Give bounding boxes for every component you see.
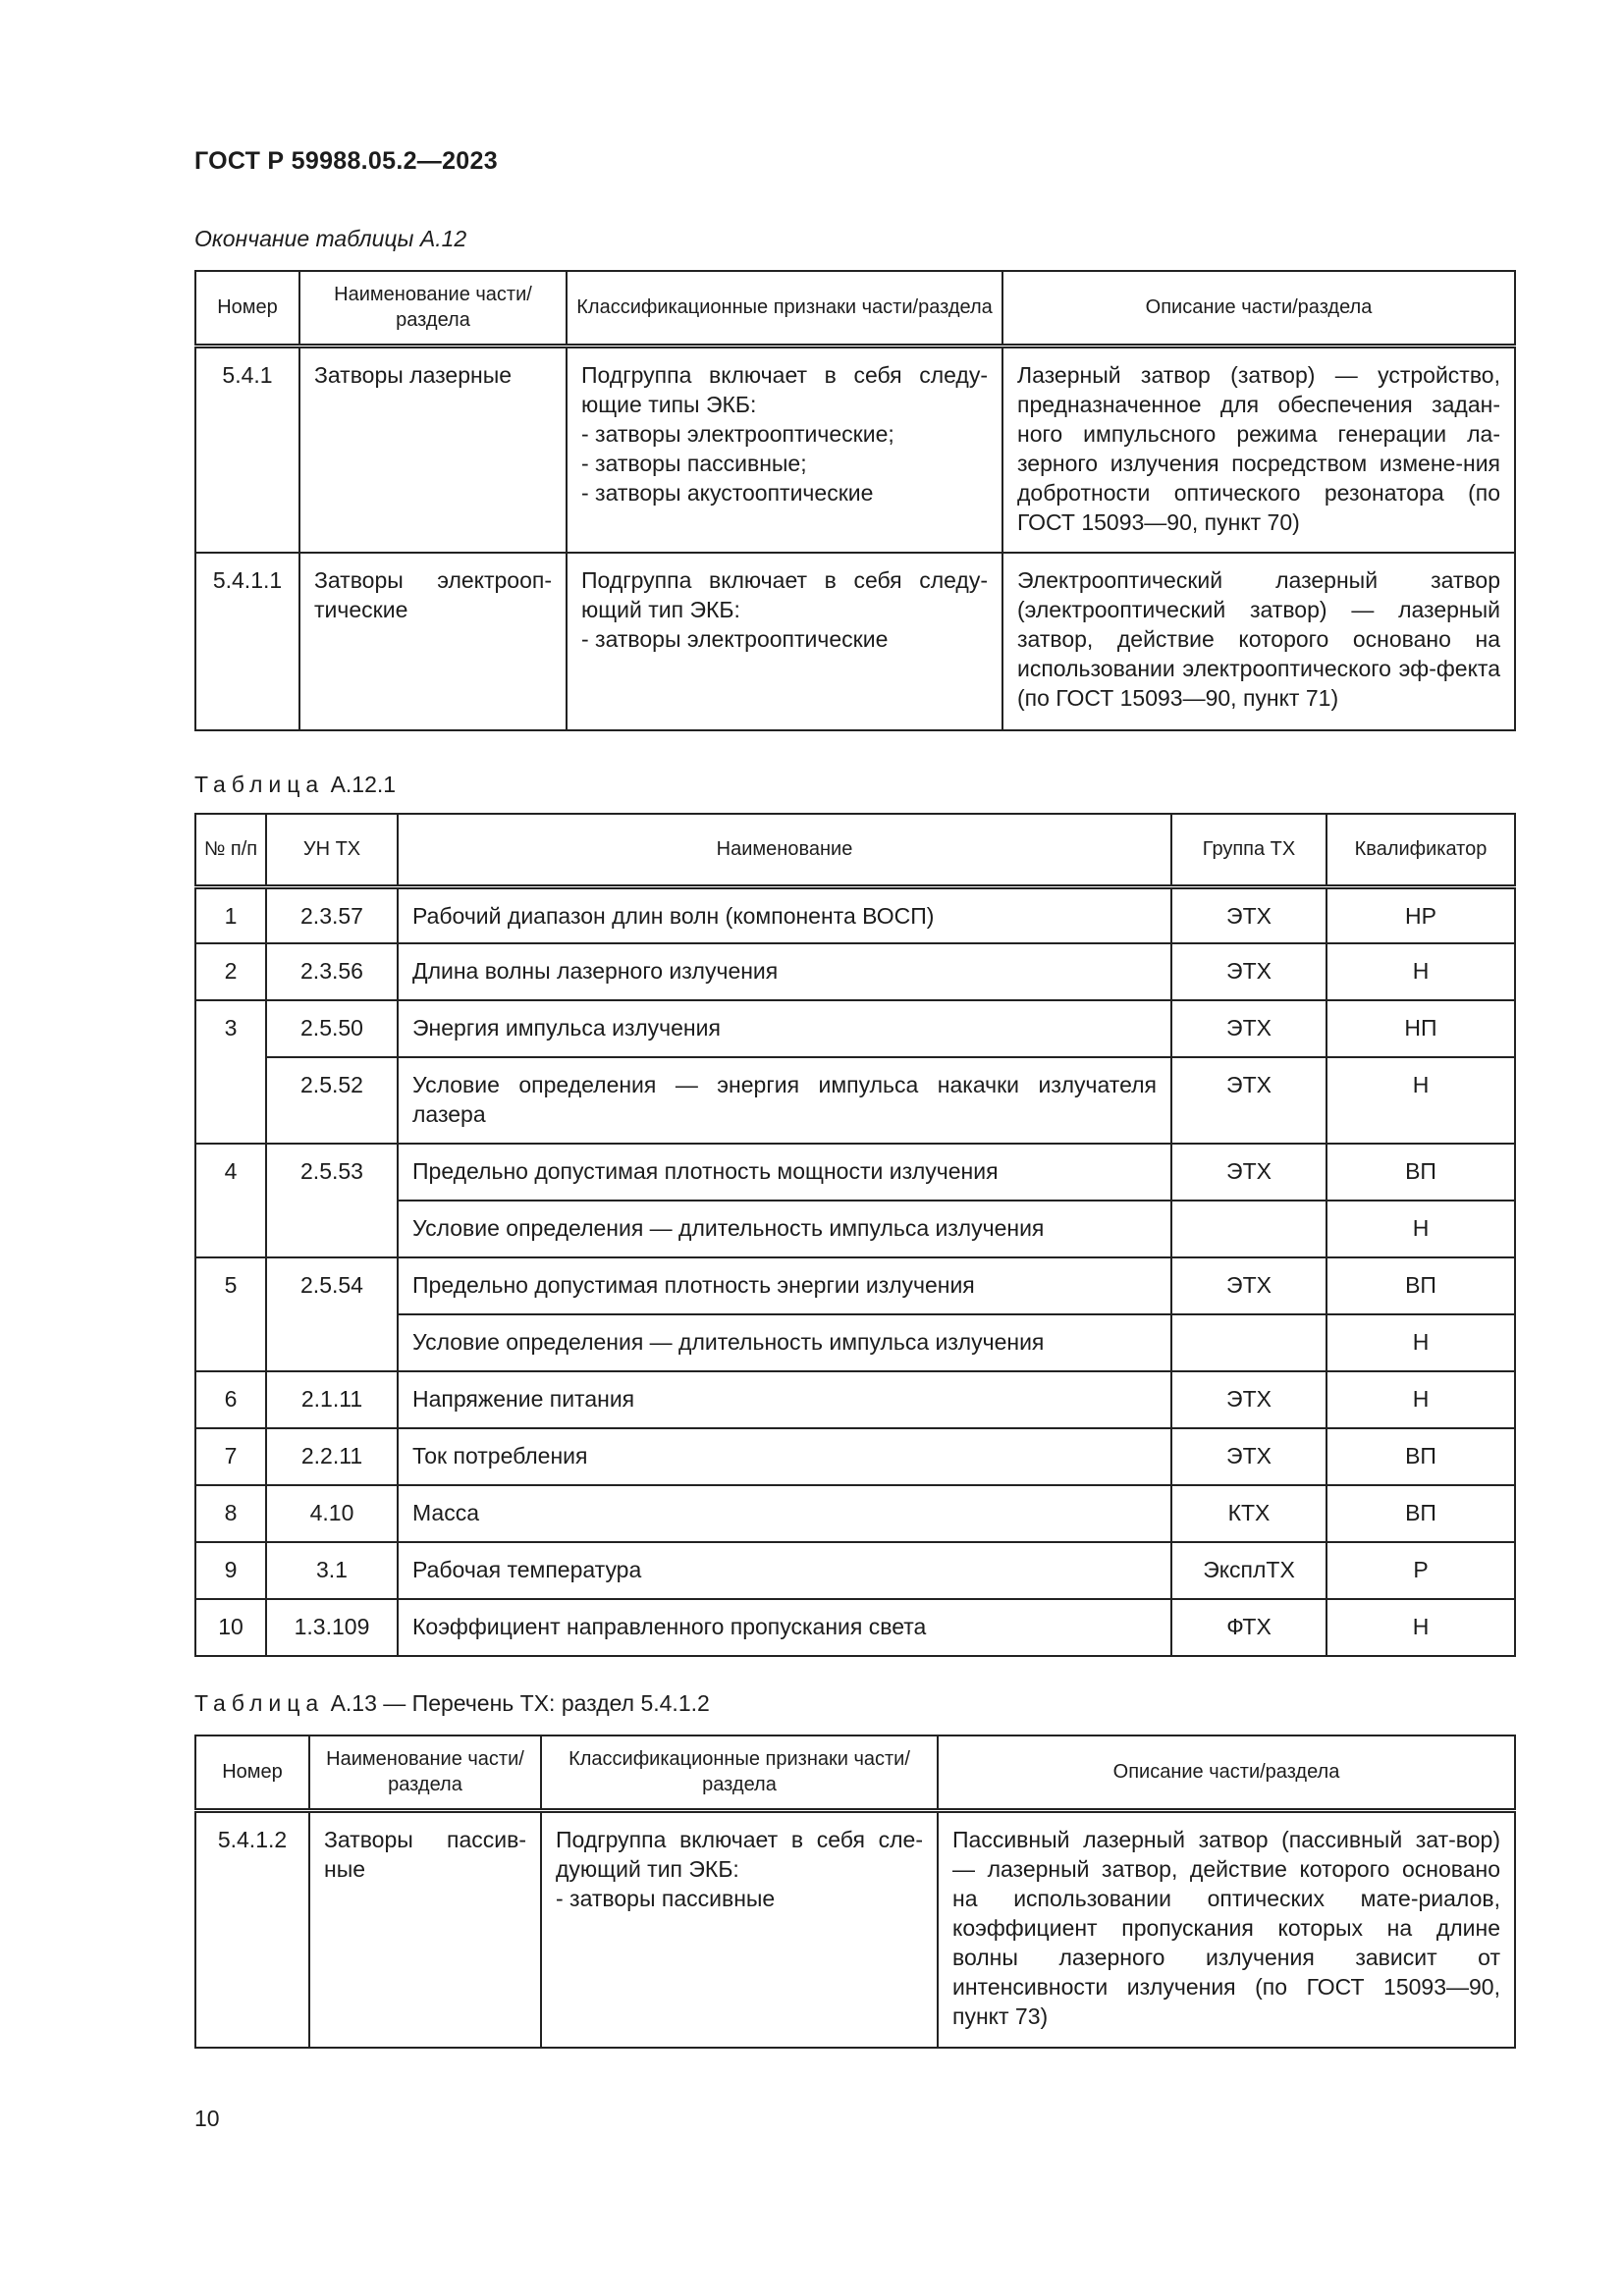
table-row xyxy=(195,1542,1515,1599)
cell-n: 7 xyxy=(224,1443,238,1468)
cell-n: 2 xyxy=(224,958,238,984)
column-header: Классификационные признаки части/раздела xyxy=(541,1735,938,1810)
features-intro: Подгруппа включает в себя сле-дующий тип ЭКБ: xyxy=(556,1826,923,1882)
cell-name: Масса xyxy=(412,1500,480,1525)
caption-label: Таблица xyxy=(194,772,325,797)
cell-name: Предельно допустимая плотность энергии излучения xyxy=(412,1272,975,1298)
caption-text: А.13 — Перечень ТХ: раздел 5.4.1.2 xyxy=(330,1690,710,1716)
cell-name: Рабочий диапазон длин волн (компонента ВОСП) xyxy=(412,902,935,929)
cell-name: Ток потребления xyxy=(412,1443,588,1468)
table-row xyxy=(195,1599,1515,1656)
cell-qualifier: НП xyxy=(1404,1015,1437,1041)
cell-group: ЭксплТХ xyxy=(1203,1557,1295,1582)
cell-n: 6 xyxy=(224,1386,238,1412)
cell-qualifier: ВП xyxy=(1405,1158,1436,1184)
cell-qualifier: Н xyxy=(1412,1072,1430,1097)
table-a13 xyxy=(194,1735,1516,2049)
cell-qualifier: ВП xyxy=(1405,1443,1436,1468)
features-intro: Подгруппа включает в себя следу-ющие типы ЭКБ: xyxy=(581,361,988,417)
column-header: УН ТХ xyxy=(266,814,398,886)
cell-qualifier: Н xyxy=(1412,1215,1430,1241)
table-header-row xyxy=(195,271,1515,346)
cell-qualifier: Р xyxy=(1413,1557,1429,1582)
column-header: Описание части/раздела xyxy=(938,1735,1515,1810)
cell-name: Предельно допустимая плотность мощности излучения xyxy=(412,1158,999,1184)
cell-code: 2.1.11 xyxy=(300,1386,363,1412)
cell-group: ЭТХ xyxy=(1226,1015,1272,1041)
row-name: Затворы пассив-ные xyxy=(324,1826,526,1882)
row-name: Затворы электрооп-тические xyxy=(314,567,552,622)
table-row xyxy=(195,1371,1515,1428)
cell-name: Энергия импульса излучения xyxy=(412,1015,721,1041)
column-header: Описание части/раздела xyxy=(1002,271,1515,346)
table-a13-caption xyxy=(194,1690,710,1717)
cell-code: 2.5.50 xyxy=(300,1015,363,1041)
table-a12-1 xyxy=(194,813,1516,1657)
cell-n: 5 xyxy=(224,1272,238,1298)
row-features xyxy=(568,554,1001,664)
table-a12-1-caption xyxy=(194,772,396,798)
cell-group: ФТХ xyxy=(1226,1614,1272,1639)
cell-name: Условие определения — длительность импульса излучения xyxy=(412,1329,1045,1355)
cell-code: 2.5.52 xyxy=(300,1072,363,1097)
page-number: 10 xyxy=(194,2106,220,2131)
table-row xyxy=(195,553,1515,730)
document-header: ГОСТ Р 59988.05.2—2023 xyxy=(194,147,498,175)
cell-group: ЭТХ xyxy=(1226,1386,1272,1412)
table-header-row xyxy=(195,1735,1515,1810)
cell-qualifier: Н xyxy=(1412,1329,1430,1355)
table-row xyxy=(195,943,1515,1000)
cell-qualifier: НР xyxy=(1405,902,1436,929)
column-header: Наименование части/раздела xyxy=(309,1735,541,1810)
cell-n: 1 xyxy=(224,902,238,929)
row-description: Электрооптический лазерный затвор (электрооптический затвор) — лазерный затвор, действие которого основано на использовании электрооптического эф-фекта (по ГОСТ 15093—90, пункт 71) xyxy=(1017,567,1500,711)
row-number: 5.4.1 xyxy=(222,361,273,388)
cell-code: 2.3.57 xyxy=(300,902,363,929)
table-row xyxy=(195,1428,1515,1485)
cell-group: ЭТХ xyxy=(1226,958,1272,984)
column-header: Квалификатор xyxy=(1326,814,1515,886)
column-header: Номер xyxy=(195,1735,309,1810)
cell-group: ЭТХ xyxy=(1226,902,1272,929)
cell-n: 10 xyxy=(218,1614,244,1639)
table-row xyxy=(195,886,1515,943)
row-number: 5.4.1.1 xyxy=(212,567,283,593)
feature-item: - затворы электрооптические; xyxy=(581,420,894,447)
column-header: Группа ТХ xyxy=(1171,814,1326,886)
column-header: № п/п xyxy=(195,814,266,886)
column-header: Наименование xyxy=(398,814,1171,886)
row-features xyxy=(542,1813,937,1923)
row-number: 5.4.1.2 xyxy=(217,1826,288,1852)
caption-number: А.12.1 xyxy=(330,772,397,797)
cell-qualifier: ВП xyxy=(1405,1272,1436,1298)
cell-group: ЭТХ xyxy=(1226,1443,1272,1468)
cell-code: 2.2.11 xyxy=(300,1443,363,1468)
feature-item: - затворы пассивные xyxy=(556,1885,776,1911)
cell-code: 2.3.56 xyxy=(300,958,363,984)
cell-name: Условие определения — длительность импульса излучения xyxy=(412,1215,1045,1241)
table-row xyxy=(195,1000,1515,1057)
cell-code: 3.1 xyxy=(316,1557,348,1582)
cell-n: 8 xyxy=(224,1500,238,1525)
column-header: Классификационные признаки части/раздела xyxy=(567,271,1002,346)
table-row xyxy=(195,1144,1515,1201)
cell-qualifier: ВП xyxy=(1405,1500,1436,1525)
cell-group: КТХ xyxy=(1227,1500,1271,1525)
cell-group xyxy=(1172,1315,1326,1337)
cell-group: ЭТХ xyxy=(1226,1158,1272,1184)
cell-name: Длина волны лазерного излучения xyxy=(412,958,779,984)
row-features xyxy=(568,348,1001,517)
feature-item: - затворы акустооптические xyxy=(581,479,874,506)
features-intro: Подгруппа включает в себя следу-ющий тип ЭКБ: xyxy=(581,567,988,622)
cell-group: ЭТХ xyxy=(1226,1272,1272,1298)
cell-code: 2.5.54 xyxy=(300,1272,363,1298)
cell-name: Рабочая температура xyxy=(412,1557,642,1582)
cell-n: 4 xyxy=(224,1158,238,1184)
table-header-row xyxy=(195,814,1515,886)
table-a12 xyxy=(194,270,1516,731)
row-description: Лазерный затвор (затвор) — устройство, предназначенное для обеспечения задан-ного импульсного режима генерации ла-зерного излучения посредством измене-ния добротности оптического резонатора (по ГОСТ 15093—90, пункт 70) xyxy=(1017,361,1500,535)
cell-code: 1.3.109 xyxy=(294,1614,370,1639)
column-header: Наименование части/раздела xyxy=(299,271,567,346)
column-header: Номер xyxy=(195,271,299,346)
feature-item: - затворы пассивные; xyxy=(581,450,807,476)
cell-group: ЭТХ xyxy=(1226,1072,1272,1097)
cell-name: Напряжение питания xyxy=(412,1386,635,1412)
row-description: Пассивный лазерный затвор (пассивный зат-вор) — лазерный затвор, действие которого основано на использовании оптических мате-риалов, коэффициент пропускания которых на длине волны лазерного излучения зависит от интенсивности излучения (по ГОСТ 15093—90, пункт 73) xyxy=(952,1826,1500,2029)
cell-code: 4.10 xyxy=(309,1500,354,1525)
feature-item: - затворы электрооптические xyxy=(581,626,889,652)
table-row xyxy=(195,1257,1515,1314)
row-name: Затворы лазерные xyxy=(314,361,513,388)
table-row xyxy=(195,346,1515,553)
cell-qualifier: Н xyxy=(1412,1614,1430,1639)
cell-group xyxy=(1172,1201,1326,1223)
caption-label: Таблица xyxy=(194,1690,325,1716)
cell-qualifier: Н xyxy=(1412,1386,1430,1412)
cell-n: 3 xyxy=(224,1015,238,1041)
table-row xyxy=(195,1057,1515,1144)
cell-name: Условие определения — энергия импульса накачки излучателя лазера xyxy=(412,1072,1157,1127)
table-a12-caption: Окончание таблицы А.12 xyxy=(194,226,467,251)
cell-qualifier: Н xyxy=(1412,958,1430,984)
table-row xyxy=(195,1485,1515,1542)
table-row xyxy=(195,1810,1515,2048)
cell-n: 9 xyxy=(224,1557,238,1582)
cell-code: 2.5.53 xyxy=(300,1158,363,1184)
cell-name: Коэффициент направленного пропускания света xyxy=(412,1614,927,1639)
